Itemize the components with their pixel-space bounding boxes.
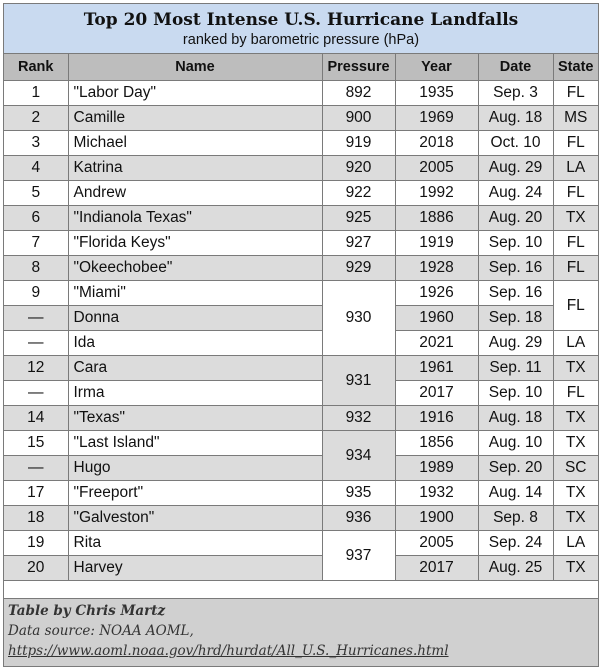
table-row bbox=[4, 156, 598, 181]
cell-year: 2005 bbox=[395, 531, 478, 556]
column-header-row bbox=[4, 54, 598, 81]
cell-rank: 6 bbox=[4, 206, 68, 231]
cell-year: 1900 bbox=[395, 506, 478, 531]
cell-state: TX bbox=[553, 406, 598, 431]
cell-year: 1916 bbox=[395, 406, 478, 431]
column-header-year: Year bbox=[395, 54, 478, 81]
cell-year: 2021 bbox=[395, 331, 478, 356]
cell-date: Aug. 10 bbox=[478, 431, 553, 456]
chart-title: Top 20 Most Intense U.S. Hurricane Landfalls bbox=[83, 10, 519, 30]
cell-state: TX bbox=[553, 481, 598, 506]
cell-state: TX bbox=[553, 206, 598, 231]
cell-date: Sep. 8 bbox=[478, 506, 553, 531]
cell-pressure: 925 bbox=[322, 206, 395, 231]
cell-pressure: 929 bbox=[322, 256, 395, 281]
cell-rank: 12 bbox=[4, 356, 68, 381]
cell-name: Michael bbox=[68, 131, 322, 156]
cell-state: TX bbox=[553, 506, 598, 531]
cell-year: 1935 bbox=[395, 81, 478, 106]
cell-pressure: 920 bbox=[322, 156, 395, 181]
cell-pressure: 937 bbox=[322, 531, 395, 581]
cell-year: 1992 bbox=[395, 181, 478, 206]
cell-year: 1969 bbox=[395, 106, 478, 131]
cell-pressure: 934 bbox=[322, 431, 395, 481]
cell-state: TX bbox=[553, 556, 598, 581]
cell-name: "Freeport" bbox=[68, 481, 322, 506]
column-header-date: Date bbox=[478, 54, 553, 81]
cell-name: Hugo bbox=[68, 456, 322, 481]
cell-rank: 18 bbox=[4, 506, 68, 531]
cell-year: 2017 bbox=[395, 381, 478, 406]
table-row bbox=[4, 481, 598, 506]
footer-source: Data source: NOAA AOML, bbox=[8, 623, 194, 639]
table-row bbox=[4, 406, 598, 431]
cell-name: "Florida Keys" bbox=[68, 231, 322, 256]
table-row bbox=[4, 506, 598, 531]
cell-state: FL bbox=[553, 231, 598, 256]
cell-pressure: 935 bbox=[322, 481, 395, 506]
table-row bbox=[4, 231, 598, 256]
column-header-pressure: Pressure bbox=[322, 54, 395, 81]
cell-rank: 5 bbox=[4, 181, 68, 206]
cell-rank: 19 bbox=[4, 531, 68, 556]
cell-date: Sep. 20 bbox=[478, 456, 553, 481]
footer-source-link[interactable]: https://www.aoml.noaa.gov/hrd/hurdat/All_U.S._Hurricanes.html bbox=[8, 643, 449, 659]
cell-rank: — bbox=[4, 381, 68, 406]
table-row bbox=[4, 306, 598, 331]
column-header-state: State bbox=[553, 54, 598, 81]
cell-state: LA bbox=[553, 331, 598, 356]
cell-pressure: 900 bbox=[322, 106, 395, 131]
hurricane-table bbox=[4, 54, 598, 581]
cell-name: "Texas" bbox=[68, 406, 322, 431]
table-row bbox=[4, 131, 598, 156]
cell-rank: 20 bbox=[4, 556, 68, 581]
cell-name: Camille bbox=[68, 106, 322, 131]
cell-rank: 14 bbox=[4, 406, 68, 431]
cell-name: Irma bbox=[68, 381, 322, 406]
cell-year: 1886 bbox=[395, 206, 478, 231]
cell-state: FL bbox=[553, 381, 598, 406]
cell-name: "Okeechobee" bbox=[68, 256, 322, 281]
cell-rank: — bbox=[4, 456, 68, 481]
cell-year: 1932 bbox=[395, 481, 478, 506]
cell-state: FL bbox=[553, 131, 598, 156]
cell-pressure: 892 bbox=[322, 81, 395, 106]
cell-date: Aug. 18 bbox=[478, 106, 553, 131]
cell-rank: 1 bbox=[4, 81, 68, 106]
cell-date: Aug. 29 bbox=[478, 331, 553, 356]
table-row bbox=[4, 431, 598, 456]
cell-year: 1926 bbox=[395, 281, 478, 306]
cell-name: Ida bbox=[68, 331, 322, 356]
cell-rank: 9 bbox=[4, 281, 68, 306]
cell-name: "Galveston" bbox=[68, 506, 322, 531]
cell-state: FL bbox=[553, 281, 598, 331]
cell-year: 1919 bbox=[395, 231, 478, 256]
cell-date: Aug. 14 bbox=[478, 481, 553, 506]
cell-date: Aug. 18 bbox=[478, 406, 553, 431]
cell-state: FL bbox=[553, 181, 598, 206]
footer-credit: Table by Chris Martz bbox=[8, 603, 166, 619]
cell-date: Sep. 10 bbox=[478, 231, 553, 256]
cell-state: LA bbox=[553, 156, 598, 181]
chart-subtitle: ranked by barometric pressure (hPa) bbox=[182, 32, 420, 48]
cell-pressure: 932 bbox=[322, 406, 395, 431]
cell-date: Sep. 3 bbox=[478, 81, 553, 106]
cell-rank: 7 bbox=[4, 231, 68, 256]
cell-state: FL bbox=[553, 256, 598, 281]
cell-name: "Indianola Texas" bbox=[68, 206, 322, 231]
cell-date: Sep. 24 bbox=[478, 531, 553, 556]
cell-rank: 8 bbox=[4, 256, 68, 281]
table-row bbox=[4, 356, 598, 381]
column-header-name: Name bbox=[68, 54, 322, 81]
table-header-band bbox=[4, 4, 598, 54]
cell-name: "Last Island" bbox=[68, 431, 322, 456]
cell-rank: — bbox=[4, 306, 68, 331]
cell-rank: — bbox=[4, 331, 68, 356]
cell-date: Oct. 10 bbox=[478, 131, 553, 156]
cell-date: Sep. 16 bbox=[478, 281, 553, 306]
cell-state: FL bbox=[553, 81, 598, 106]
cell-name: "Miami" bbox=[68, 281, 322, 306]
column-header-rank: Rank bbox=[4, 54, 68, 81]
cell-rank: 15 bbox=[4, 431, 68, 456]
cell-pressure: 936 bbox=[322, 506, 395, 531]
cell-name: "Labor Day" bbox=[68, 81, 322, 106]
cell-state: SC bbox=[553, 456, 598, 481]
cell-date: Aug. 24 bbox=[478, 181, 553, 206]
cell-name: Katrina bbox=[68, 156, 322, 181]
table-row bbox=[4, 381, 598, 406]
cell-date: Aug. 29 bbox=[478, 156, 553, 181]
table-row bbox=[4, 456, 598, 481]
cell-name: Cara bbox=[68, 356, 322, 381]
cell-name: Andrew bbox=[68, 181, 322, 206]
cell-pressure: 919 bbox=[322, 131, 395, 156]
cell-rank: 17 bbox=[4, 481, 68, 506]
cell-name: Rita bbox=[68, 531, 322, 556]
cell-rank: 3 bbox=[4, 131, 68, 156]
cell-year: 1856 bbox=[395, 431, 478, 456]
cell-pressure: 922 bbox=[322, 181, 395, 206]
table-row bbox=[4, 81, 598, 106]
table-row bbox=[4, 556, 598, 581]
cell-year: 2017 bbox=[395, 556, 478, 581]
table-row bbox=[4, 256, 598, 281]
table-row bbox=[4, 531, 598, 556]
table-row bbox=[4, 281, 598, 306]
cell-year: 1961 bbox=[395, 356, 478, 381]
cell-date: Aug. 25 bbox=[478, 556, 553, 581]
table-row bbox=[4, 331, 598, 356]
table-body bbox=[4, 81, 598, 581]
table-row bbox=[4, 106, 598, 131]
cell-pressure: 927 bbox=[322, 231, 395, 256]
cell-year: 2018 bbox=[395, 131, 478, 156]
cell-rank: 2 bbox=[4, 106, 68, 131]
cell-state: TX bbox=[553, 431, 598, 456]
cell-state: TX bbox=[553, 356, 598, 381]
cell-date: Sep. 18 bbox=[478, 306, 553, 331]
cell-year: 1989 bbox=[395, 456, 478, 481]
cell-state: LA bbox=[553, 531, 598, 556]
cell-name: Harvey bbox=[68, 556, 322, 581]
cell-date: Aug. 20 bbox=[478, 206, 553, 231]
table-row bbox=[4, 206, 598, 231]
cell-pressure: 930 bbox=[322, 281, 395, 356]
cell-pressure: 931 bbox=[322, 356, 395, 406]
cell-rank: 4 bbox=[4, 156, 68, 181]
cell-date: Sep. 16 bbox=[478, 256, 553, 281]
table-footer bbox=[4, 598, 598, 666]
cell-year: 1960 bbox=[395, 306, 478, 331]
table-row bbox=[4, 181, 598, 206]
cell-year: 1928 bbox=[395, 256, 478, 281]
cell-state: MS bbox=[553, 106, 598, 131]
cell-year: 2005 bbox=[395, 156, 478, 181]
hurricane-table-card bbox=[3, 3, 599, 667]
cell-date: Sep. 11 bbox=[478, 356, 553, 381]
cell-date: Sep. 10 bbox=[478, 381, 553, 406]
cell-name: Donna bbox=[68, 306, 322, 331]
